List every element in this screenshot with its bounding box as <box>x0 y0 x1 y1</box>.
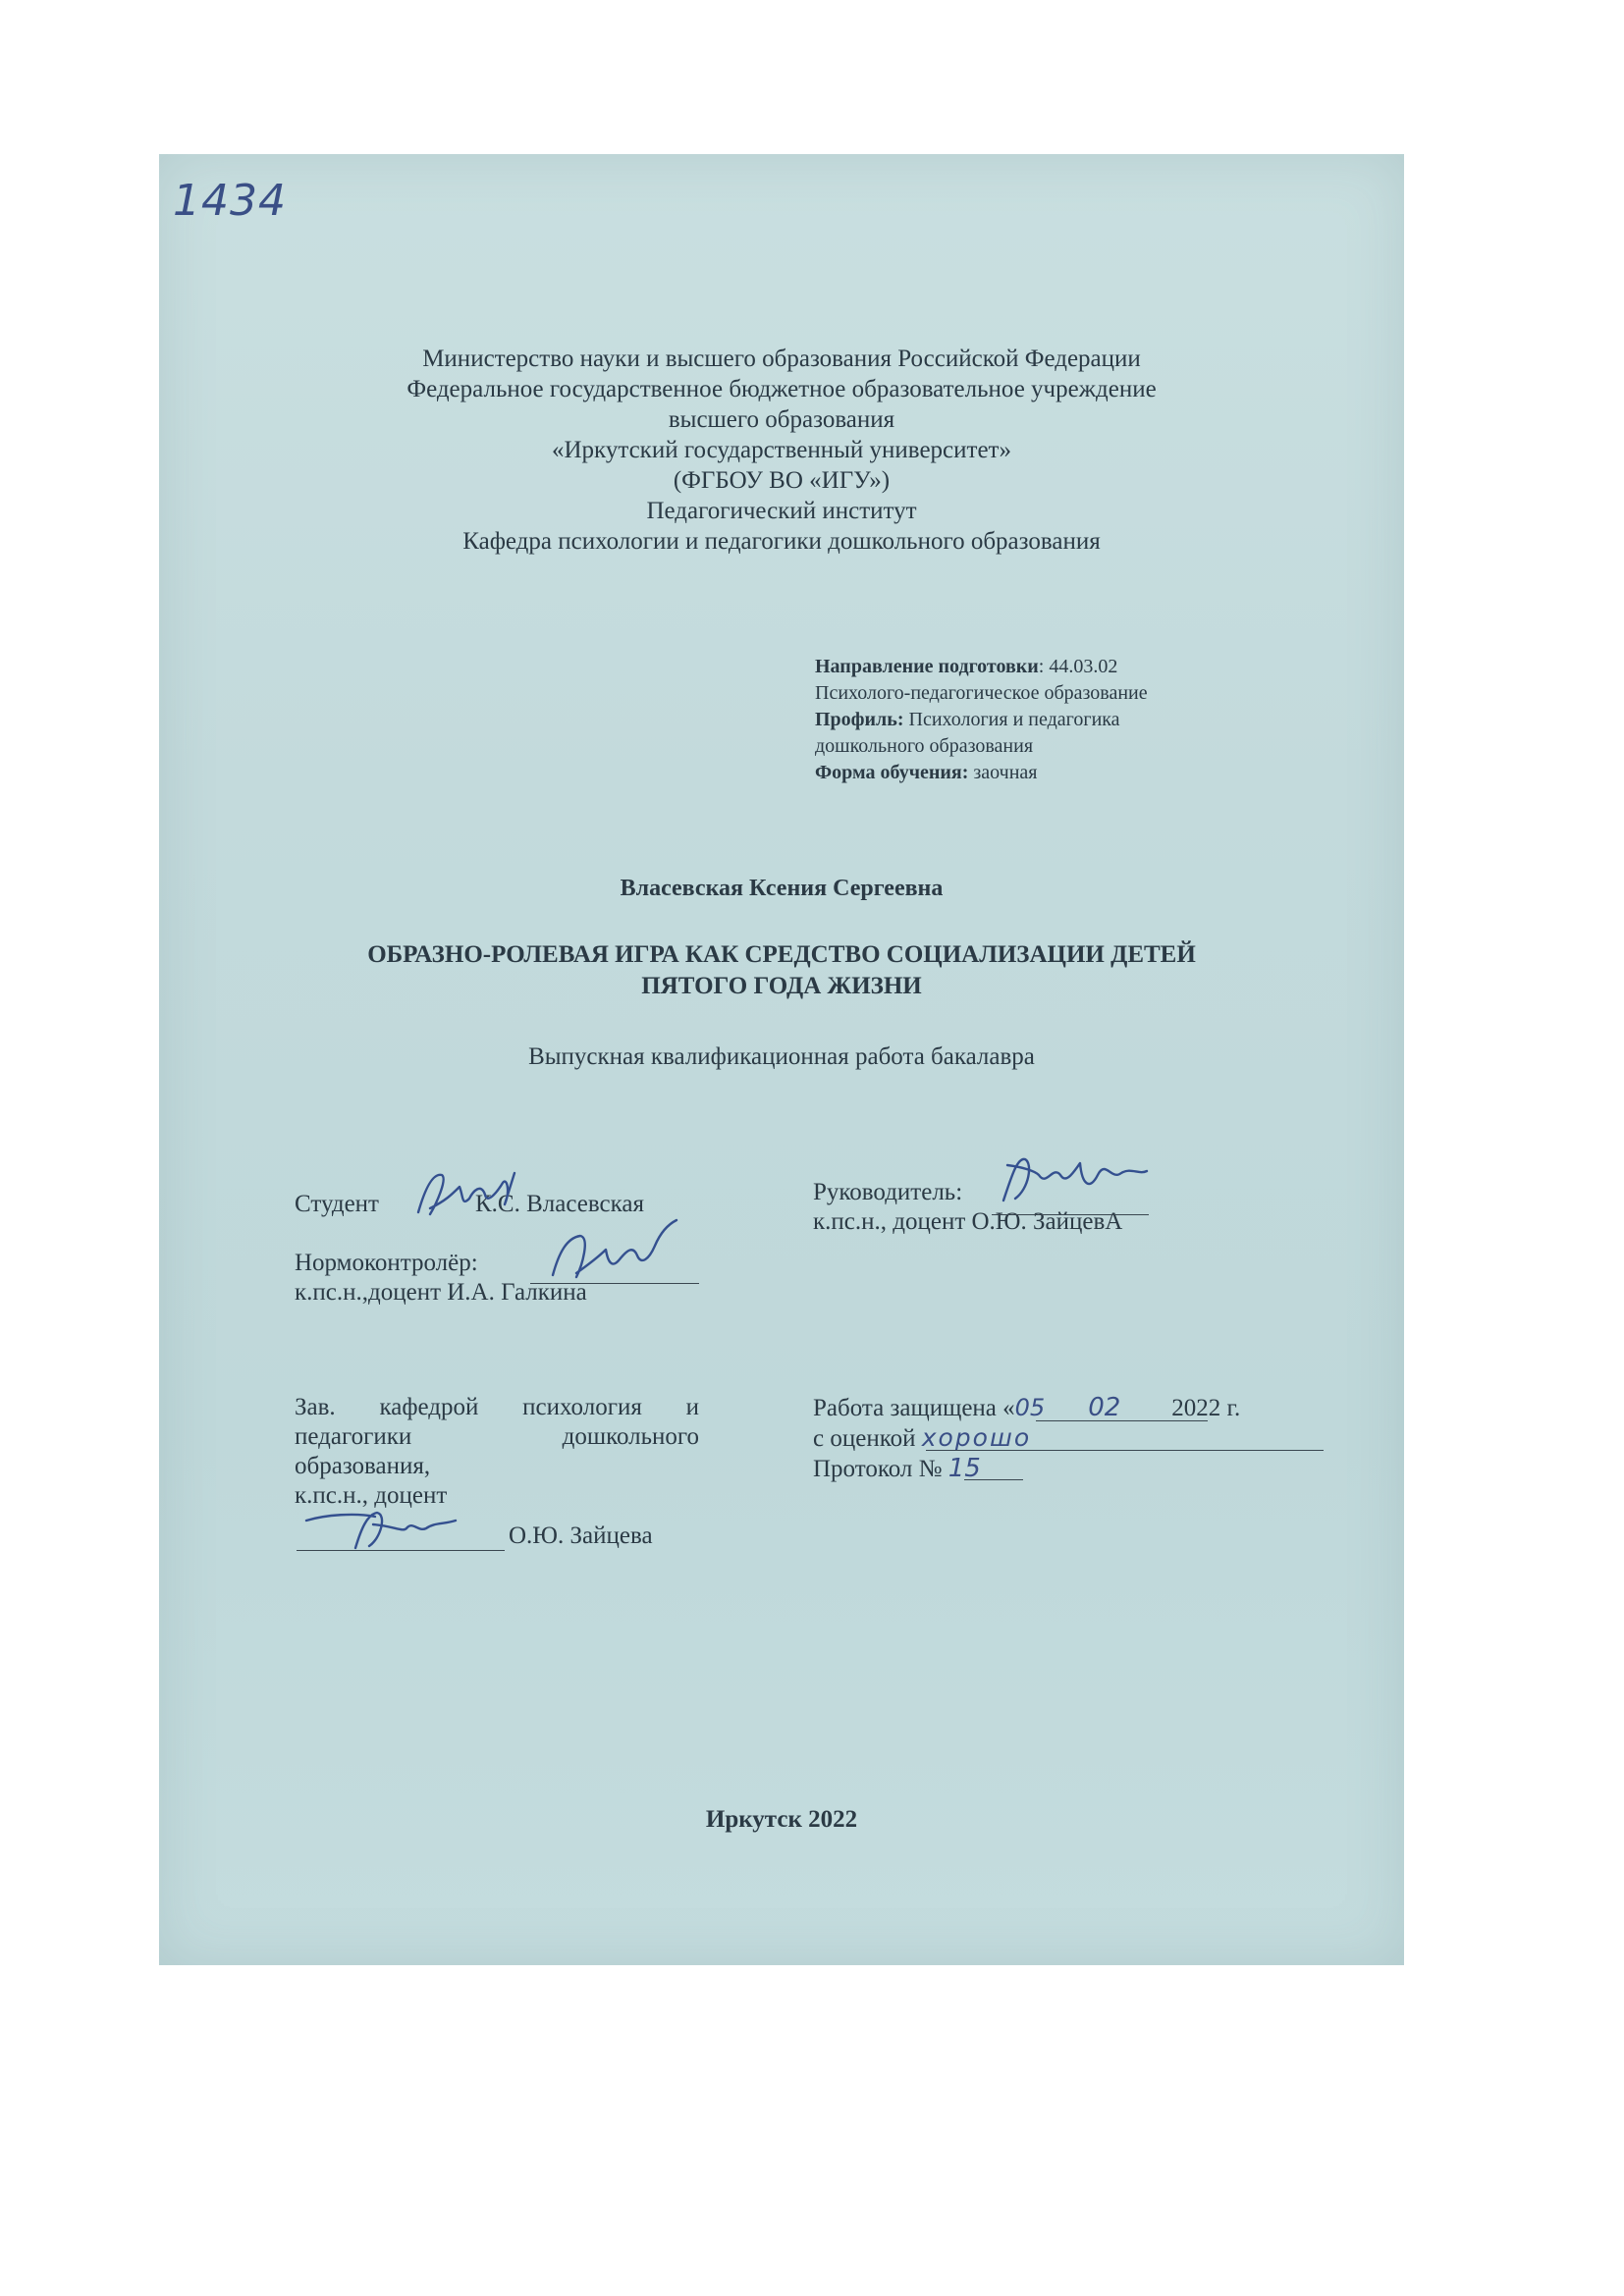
grade-label: с оценкой <box>813 1425 916 1452</box>
defense-block <box>813 1393 1324 1484</box>
head-line-2: педагогики дошкольного <box>295 1423 699 1450</box>
supervisor-label: Руководитель: <box>813 1179 963 1205</box>
header-line: (ФГБОУ ВО «ИГУ») <box>673 467 891 494</box>
institution-header <box>159 344 1404 557</box>
defense-date-line <box>1036 1420 1208 1421</box>
protocol-label: Протокол № <box>813 1456 943 1482</box>
head-line-3: образования, <box>295 1453 431 1479</box>
defense-month: 02 <box>1088 1393 1121 1422</box>
header-line: Кафедра психологии и педагогики дошкольного образования <box>462 528 1101 555</box>
head-signature <box>297 1499 473 1553</box>
thesis-title <box>159 939 1404 1002</box>
header-line: Педагогический институт <box>646 498 917 524</box>
header-line: Федеральное государственное бюджетное образовательное учреждение <box>406 376 1157 402</box>
normcontrol-signature <box>547 1216 684 1295</box>
profile-label: Профиль: <box>815 709 904 730</box>
student-label: Студент <box>295 1191 379 1217</box>
title-line-2: ПЯТОГО ГОДА ЖИЗНИ <box>641 973 922 999</box>
supervisor-name: к.пс.н., доцент О.Ю. ЗайцевА <box>813 1208 1123 1235</box>
header-line: Министерство науки и высшего образования Российской Федерации <box>422 346 1141 372</box>
supervisor-signature <box>996 1146 1153 1214</box>
direction-name: Психолого-педагогическое образование <box>815 682 1148 704</box>
student-name: К.С. Власевская <box>475 1191 644 1217</box>
work-type: Выпускная квалификационная работа бакалавра <box>528 1043 1035 1070</box>
protocol-number: 15 <box>947 1454 981 1483</box>
form-label: Форма обучения: <box>815 762 969 783</box>
student-signature <box>412 1165 520 1224</box>
author-name: Власевская Ксения Сергеевна <box>620 876 944 901</box>
grade-line <box>926 1450 1324 1451</box>
protocol-line <box>964 1479 1023 1480</box>
title-line-1: ОБРАЗНО-РОЛЕВАЯ ИГРА КАК СРЕДСТВО СОЦИАЛИЗАЦИИ ДЕТЕЙ <box>367 941 1196 968</box>
direction-value: : 44.03.02 <box>1038 656 1118 677</box>
profile-value: Психология и педагогика <box>903 709 1120 730</box>
direction-label: Направление подготовки <box>815 656 1039 677</box>
defense-label: Работа защищена « <box>813 1395 1015 1421</box>
defense-year: 2022 г. <box>1171 1395 1241 1421</box>
defense-day: 05 <box>1014 1394 1046 1421</box>
supervisor-signature-line <box>992 1214 1149 1215</box>
student-block <box>295 1190 766 1219</box>
grade-value: хорошо <box>921 1423 1032 1452</box>
city-year: Иркутск 2022 <box>705 1806 858 1833</box>
head-line-4: к.пс.н., доцент <box>295 1482 448 1509</box>
normcontrol-block <box>295 1249 766 1308</box>
form-value: заочная <box>968 762 1038 783</box>
head-name: О.Ю. Зайцева <box>509 1522 653 1549</box>
header-line: «Иркутский государственный университет» <box>552 437 1011 463</box>
normcontrol-label: Нормоконтролёр: <box>295 1250 478 1276</box>
normcontrol-name: к.пс.н.,доцент И.А. Галкина <box>295 1279 587 1306</box>
head-block <box>295 1393 699 1511</box>
handwritten-number: 1434 <box>173 176 287 226</box>
study-info <box>815 654 1326 786</box>
header-line: высшего образования <box>668 406 895 433</box>
head-line-1: Зав. кафедрой психология и <box>295 1394 699 1420</box>
scanned-title-page <box>159 154 1404 1965</box>
profile-value-cont: дошкольного образования <box>815 735 1034 757</box>
